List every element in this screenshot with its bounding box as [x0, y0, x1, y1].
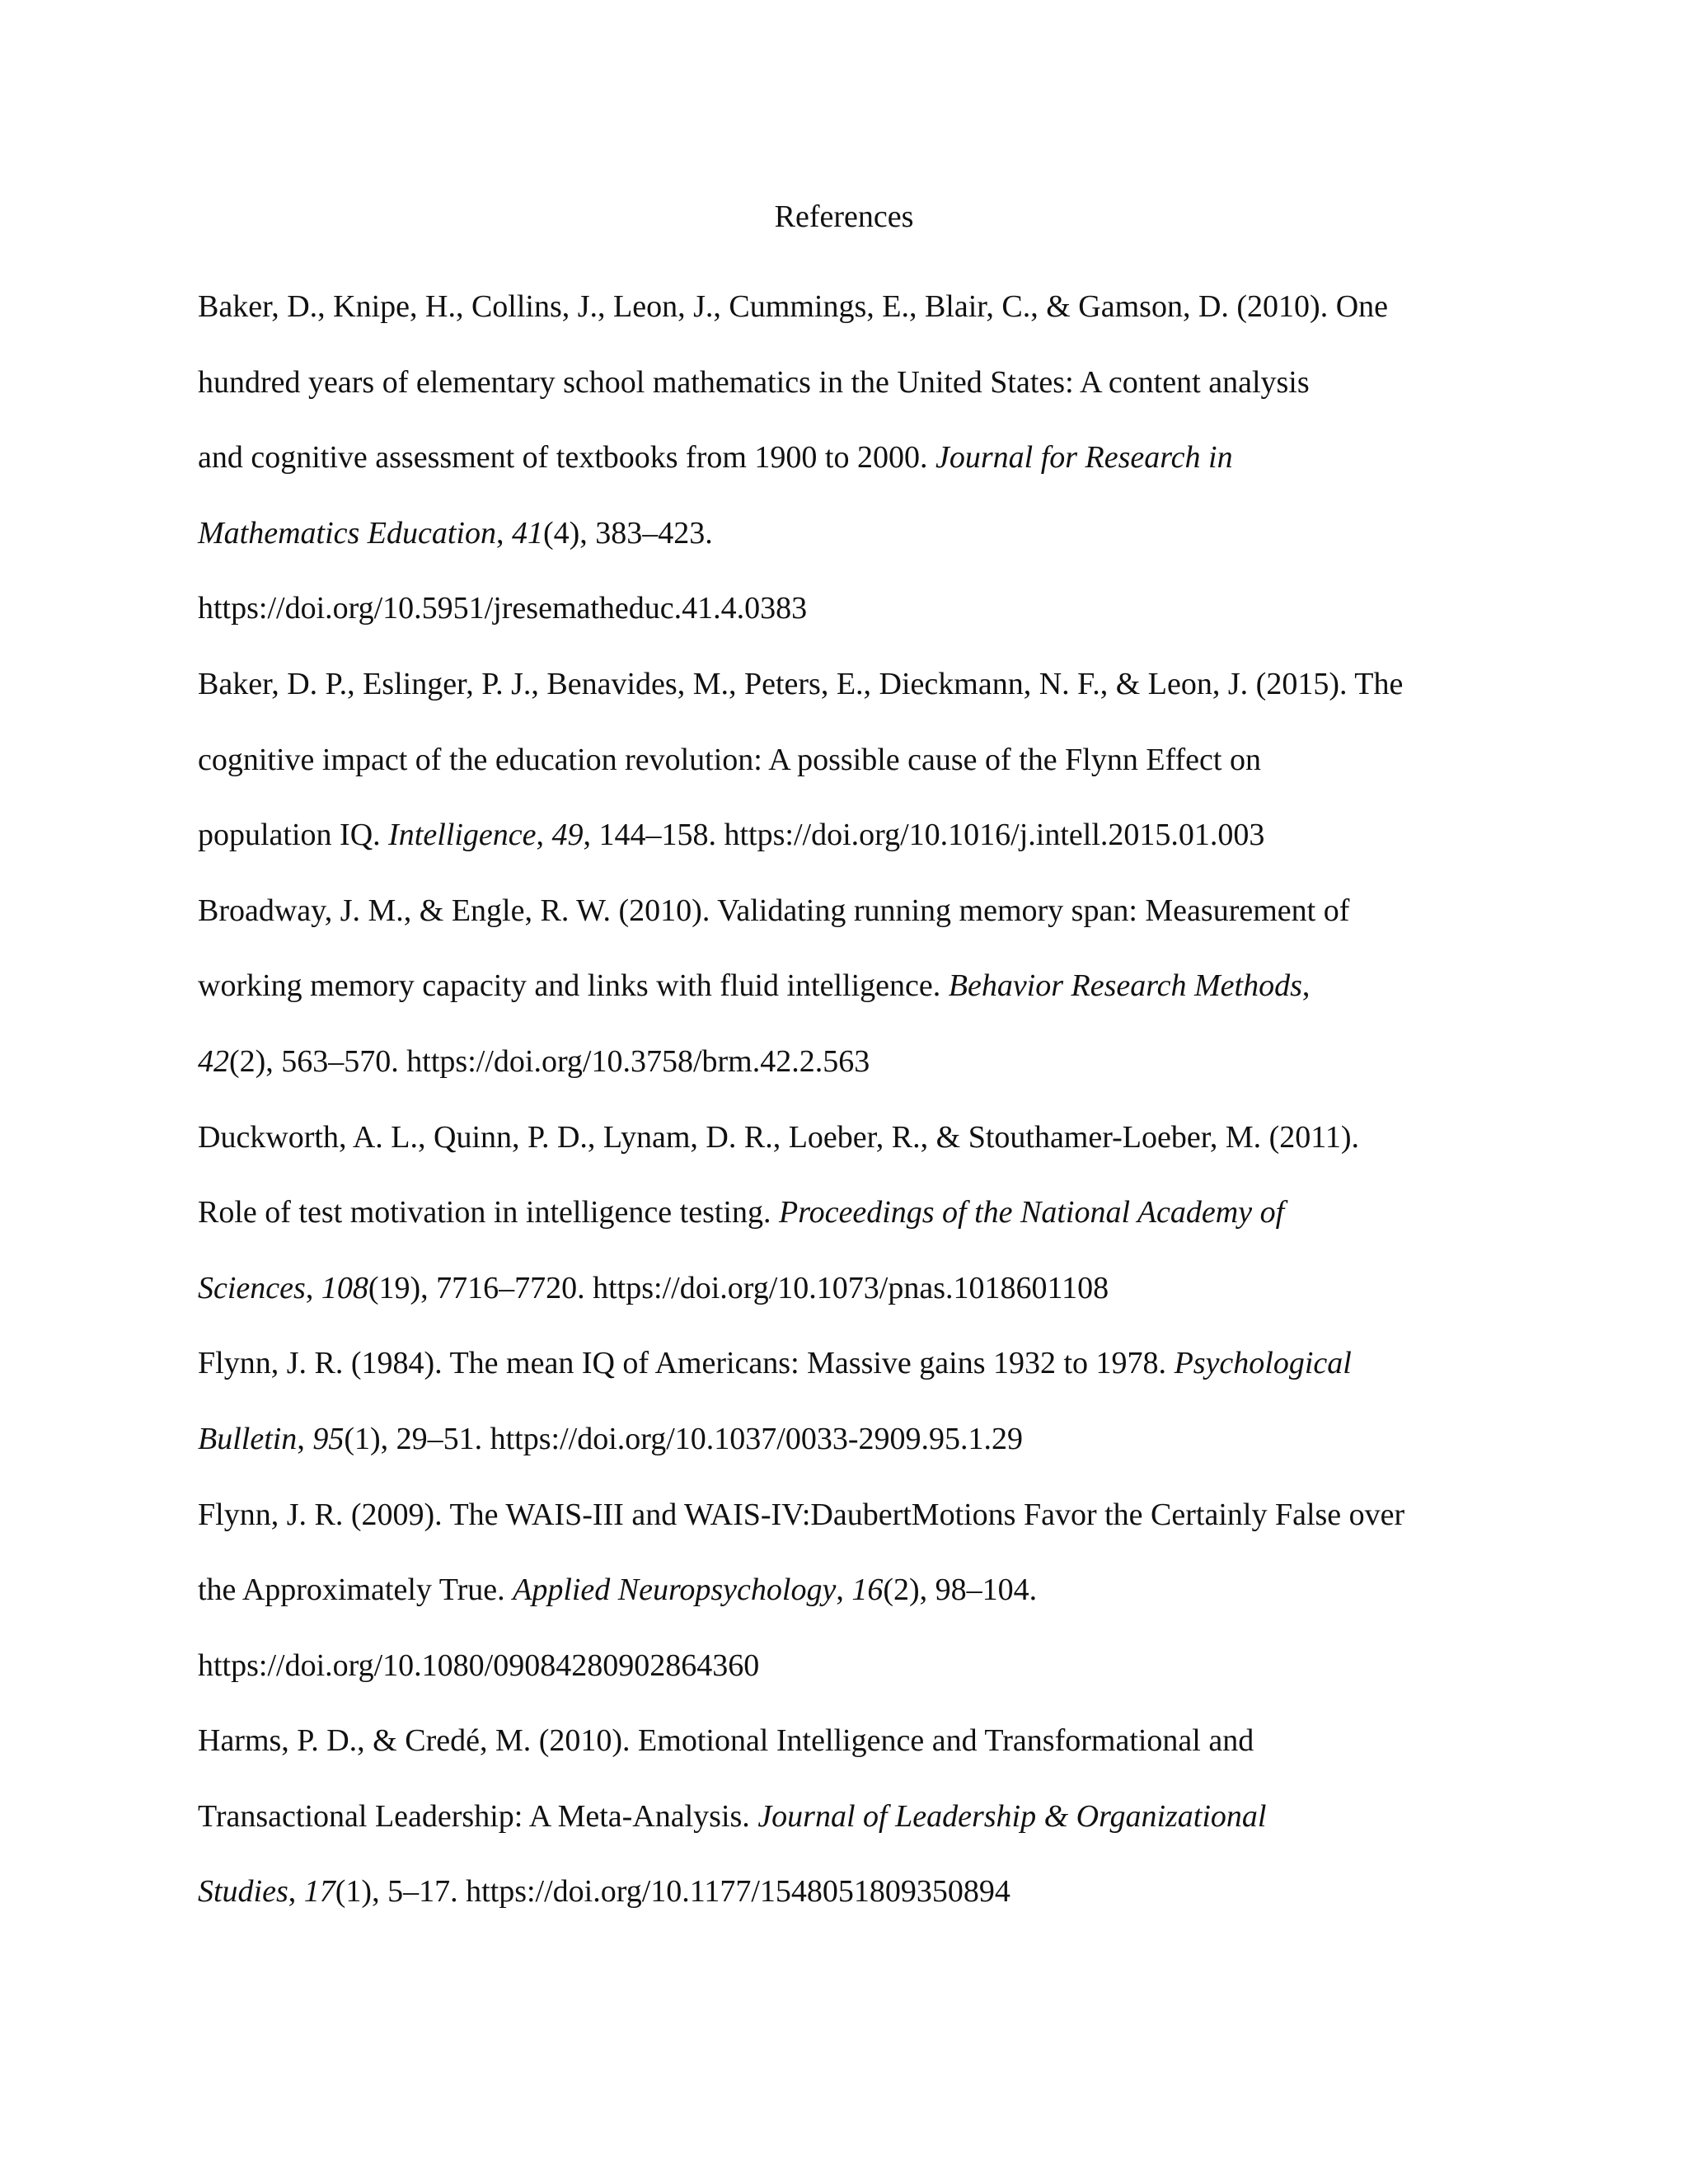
- reference-entry: [198, 1326, 1467, 1477]
- reference-text: ,: [305, 1270, 321, 1305]
- reference-first-line: [198, 1326, 1467, 1402]
- reference-continuation-line: [198, 1553, 1467, 1629]
- reference-first-line: [198, 269, 1467, 345]
- reference-text: Duckworth, A. L., Quinn, P. D., Lynam, D. R., Loeber, R., & Stouthamer-Loeber, M. (2011).: [198, 1119, 1360, 1155]
- reference-continuation-line: [198, 1402, 1467, 1478]
- reference-continuation-line: [198, 723, 1467, 799]
- reference-text: hundred years of elementary school mathematics in the United States: A content analysis: [198, 364, 1310, 400]
- italic-text: 16: [851, 1572, 884, 1608]
- reference-text: ,: [297, 1421, 313, 1456]
- reference-continuation-line: [198, 420, 1467, 496]
- italic-text: Sciences: [198, 1270, 306, 1305]
- reference-text: (4), 383–423.: [542, 515, 713, 551]
- reference-text: (1), 29–51. https://doi.org/10.1037/0033-2909.95.1.29: [344, 1421, 1023, 1456]
- italic-text: 42: [198, 1043, 229, 1079]
- reference-entry: [198, 1478, 1467, 1704]
- italic-text: 41: [511, 515, 543, 551]
- italic-text: Applied Neuropsychology: [513, 1572, 837, 1608]
- page-title: References: [774, 199, 914, 234]
- reference-text: Harms, P. D., & Credé, M. (2010). Emotional Intelligence and Transformational and: [198, 1723, 1254, 1759]
- reference-continuation-line: [198, 1779, 1467, 1855]
- reference-entry: [198, 647, 1467, 874]
- italic-text: 17: [303, 1874, 335, 1910]
- reference-text: ,: [288, 1874, 304, 1910]
- reference-text: Transactional Leadership: A Meta-Analysis.: [198, 1798, 758, 1834]
- reference-first-line: [198, 1704, 1467, 1779]
- reference-continuation-line: [198, 345, 1467, 421]
- reference-text: Role of test motivation in intelligence testing.: [198, 1195, 779, 1230]
- italic-text: Studies: [198, 1874, 288, 1910]
- italic-text: Intelligence: [388, 818, 537, 853]
- reference-text: Flynn, J. R. (2009). The WAIS-III and WAIS-IV:DaubertMotions Favor the Certainly False over: [198, 1497, 1405, 1532]
- reference-continuation-line: [198, 496, 1467, 572]
- reference-text: https://doi.org/10.5951/jresematheduc.41.4.0383: [198, 591, 808, 626]
- reference-text: (19), 7716–7720. https://doi.org/10.1073/pnas.1018601108: [368, 1270, 1109, 1305]
- reference-continuation-line: [198, 1629, 1467, 1704]
- reference-first-line: [198, 647, 1467, 723]
- italic-text: Behavior Research Methods: [948, 968, 1302, 1004]
- reference-first-line: [198, 874, 1467, 949]
- reference-text: cognitive impact of the education revolution: A possible cause of the Flynn Effect on: [198, 742, 1261, 777]
- italic-text: 108: [321, 1270, 368, 1305]
- italic-text: 49: [551, 818, 584, 853]
- reference-entry: [198, 1100, 1467, 1327]
- reference-entry: [198, 1704, 1467, 1930]
- reference-text: ,: [495, 515, 512, 551]
- reference-continuation-line: [198, 1251, 1467, 1327]
- reference-text: (1), 5–17. https://doi.org/10.1177/1548051809350894: [335, 1874, 1010, 1910]
- reference-text: ,: [1301, 968, 1311, 1004]
- reference-text: Baker, D., Knipe, H., Collins, J., Leon, J., Cummings, E., Blair, C., & Gamson, D. (2010). One: [198, 289, 1389, 324]
- italic-text: Journal of Leadership & Organizational: [757, 1798, 1267, 1834]
- reference-entry: [198, 269, 1467, 647]
- reference-text: , 144–158. https://doi.org/10.1016/j.intell.2015.01.003: [583, 818, 1265, 853]
- reference-text: Flynn, J. R. (1984). The mean IQ of Americans: Massive gains 1932 to 1978.: [198, 1346, 1175, 1381]
- reference-text: ,: [836, 1572, 852, 1608]
- reference-list: [198, 269, 1467, 1930]
- reference-text: working memory capacity and links with fluid intelligence.: [198, 968, 949, 1004]
- reference-first-line: [198, 1100, 1467, 1176]
- reference-text: and cognitive assessment of textbooks from 1900 to 2000.: [198, 440, 935, 476]
- reference-text: (2), 563–570. https://doi.org/10.3758/brm.42.2.563: [229, 1043, 870, 1079]
- reference-continuation-line: [198, 798, 1467, 874]
- reference-continuation-line: [198, 949, 1467, 1024]
- reference-text: Baker, D. P., Eslinger, P. J., Benavides, M., Peters, E., Dieckmann, N. F., & Leon, J. (2015). The: [198, 666, 1404, 701]
- reference-continuation-line: [198, 1854, 1467, 1930]
- reference-continuation-line: [198, 571, 1467, 647]
- italic-text: Bulletin: [198, 1421, 298, 1456]
- reference-text: ,: [536, 818, 552, 853]
- italic-text: Mathematics Education: [198, 515, 496, 551]
- reference-text: population IQ.: [198, 818, 389, 853]
- reference-text: (2), 98–104.: [883, 1572, 1038, 1608]
- reference-text: https://doi.org/10.1080/09084280902864360: [198, 1647, 760, 1683]
- italic-text: 95: [312, 1421, 345, 1456]
- reference-text: the Approximately True.: [198, 1572, 513, 1608]
- reference-entry: [198, 874, 1467, 1100]
- reference-first-line: [198, 1478, 1467, 1554]
- reference-continuation-line: [198, 1175, 1467, 1251]
- italic-text: Psychological: [1174, 1346, 1352, 1381]
- italic-text: Journal for Research in: [935, 440, 1233, 476]
- reference-text: Broadway, J. M., & Engle, R. W. (2010). Validating running memory span: Measurement of: [198, 893, 1350, 928]
- reference-continuation-line: [198, 1024, 1467, 1100]
- italic-text: Proceedings of the National Academy of: [779, 1195, 1285, 1230]
